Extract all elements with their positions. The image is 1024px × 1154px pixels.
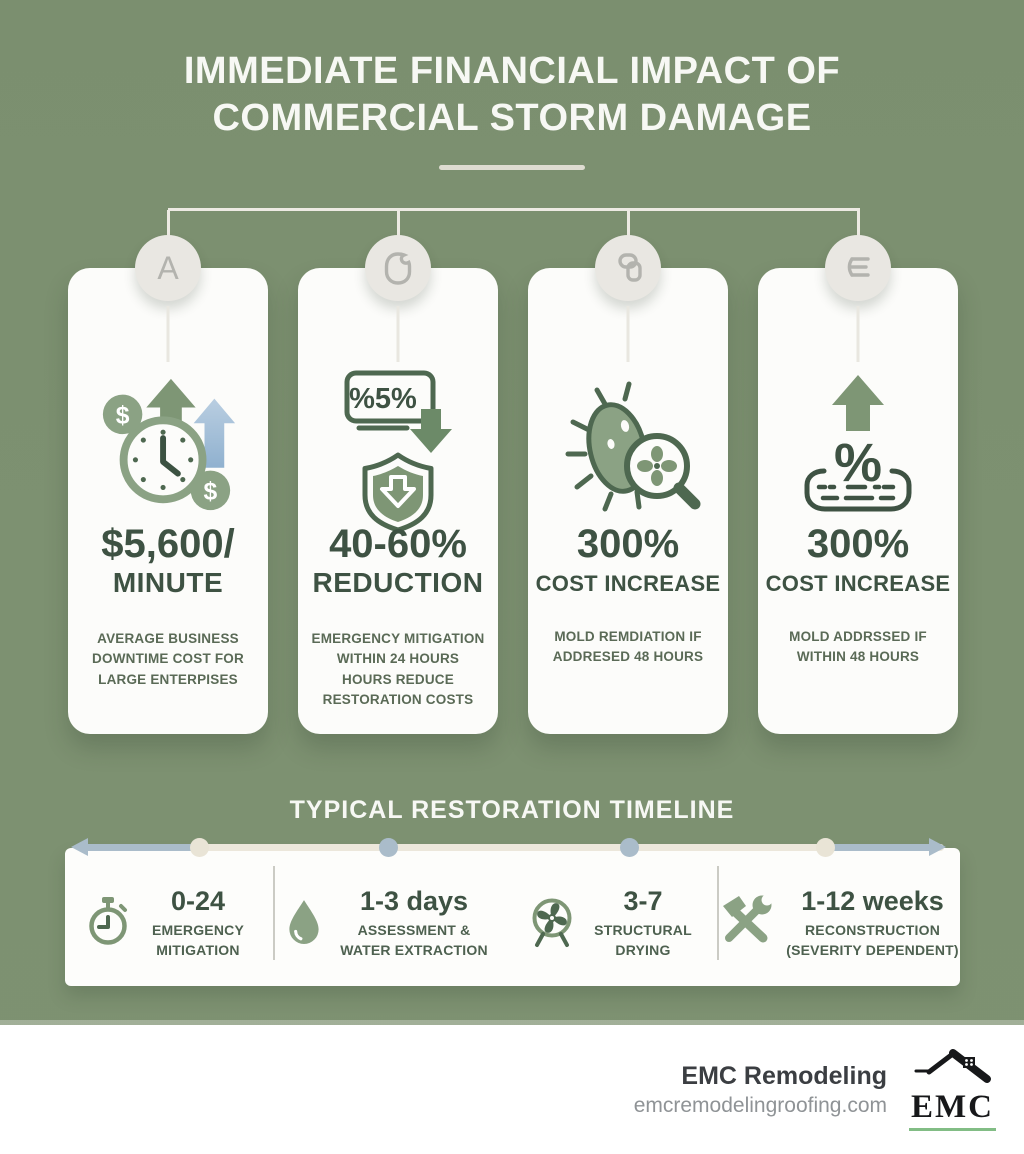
page-title-line2: COMMERCIAL STORM DAMAGE xyxy=(212,97,812,140)
fan-icon xyxy=(528,894,576,953)
timeline-items xyxy=(65,848,960,986)
coin-dollar-text: $ xyxy=(203,478,218,506)
stat-card-downtime-cost xyxy=(68,249,268,734)
page-title-line1: IMMEDIATE FINANCIAL IMPACT OF xyxy=(183,50,841,92)
card-stem-line xyxy=(857,306,860,362)
badge-pipe-icon xyxy=(595,235,661,301)
stat-card-mold-remediation xyxy=(528,268,728,734)
timeline-heading: TYPICAL RESTORATION TIMELINE xyxy=(289,796,735,824)
stat-value: 300% xyxy=(806,522,910,566)
stat-description: MOLD REMDIATION IF ADDRESED 48 HOURS xyxy=(552,629,704,665)
emc-logo xyxy=(909,1048,996,1131)
timeline-duration: 1-12 weeks xyxy=(801,885,944,916)
percent-glyph-text: % xyxy=(833,433,883,493)
timeline-label: ASSESSMENT & WATER EXTRACTION xyxy=(340,921,488,958)
card-stem-line xyxy=(167,306,170,362)
discount-tag-text: %5% xyxy=(349,383,417,415)
footer-text-block xyxy=(634,1062,887,1118)
water-drop-icon xyxy=(286,897,322,950)
mold-inspection-icon xyxy=(553,370,703,520)
timeline-duration: 0-24 xyxy=(170,885,226,916)
badge-bars-icon xyxy=(825,235,891,301)
stat-unit: COST INCREASE xyxy=(535,571,721,596)
timeline-item-assessment xyxy=(273,886,507,960)
timeline-duration: 1-3 days xyxy=(359,885,469,916)
stat-value: 300% xyxy=(576,522,680,566)
connector-drop-1 xyxy=(167,210,170,238)
card-stem-line xyxy=(627,306,630,362)
stopwatch-icon xyxy=(85,895,131,952)
roof-icon xyxy=(913,1048,993,1089)
stat-unit: REDUCTION xyxy=(312,567,484,598)
timeline-duration: 3-7 xyxy=(623,885,663,916)
stat-description: AVERAGE BUSINESS DOWNTIME COST FOR LARGE ENTERPISES xyxy=(92,631,244,687)
connector-drop-2 xyxy=(397,210,400,238)
timeline-item-text xyxy=(143,886,253,960)
stat-description: MOLD ADDRSSED IF WITHIN 48 HOURS xyxy=(789,629,927,665)
timeline-label: STRUCTURAL DRYING xyxy=(594,921,692,958)
website-url: emcremodelingroofing.com xyxy=(633,1093,887,1117)
stat-value: $5,600/ xyxy=(101,522,235,566)
connector-drop-4 xyxy=(857,210,860,238)
tools-icon xyxy=(719,894,773,953)
timeline-item-reconstruction xyxy=(719,886,960,960)
money-clock-icon xyxy=(94,370,242,520)
timeline-panel xyxy=(65,848,960,986)
timeline-item-emergency xyxy=(65,886,273,960)
timeline-label: EMERGENCY MITIGATION xyxy=(151,921,245,958)
coin-dollar-text: $ xyxy=(115,402,130,430)
stat-card-mold-cost xyxy=(758,268,958,734)
title-divider xyxy=(439,165,585,170)
connector-horizontal-line xyxy=(168,208,860,211)
timeline-label: RECONSTRUCTION (SEVERITY DEPENDENT) xyxy=(786,921,959,958)
timeline-item-text xyxy=(785,886,960,960)
company-name: EMC Remodeling xyxy=(681,1061,887,1090)
timeline-item-drying xyxy=(507,886,719,960)
stat-value: 40-60% xyxy=(329,522,467,566)
logo-text: EMC xyxy=(909,1089,996,1131)
stat-card-reduction xyxy=(298,268,498,734)
badge-letter-a xyxy=(135,235,201,301)
page-title xyxy=(0,48,1024,142)
connector-drop-3 xyxy=(627,210,630,238)
timeline-item-text xyxy=(588,886,698,960)
stat-description: EMERGENCY MITIGATION WITHIN 24 HOURS HOURS REDUCE RESTORATION COSTS xyxy=(311,631,485,707)
badge-a-glyph: A xyxy=(157,249,179,286)
discount-shield-icon xyxy=(323,370,473,520)
stat-unit: MINUTE xyxy=(112,567,224,598)
stat-cards-row xyxy=(68,249,958,734)
badge-blob-icon xyxy=(365,235,431,301)
card-stem-line xyxy=(397,306,400,362)
stat-unit: COST INCREASE xyxy=(765,571,951,596)
timeline-item-text xyxy=(334,886,494,960)
percent-increase-icon xyxy=(788,370,928,520)
footer xyxy=(0,1025,1024,1154)
